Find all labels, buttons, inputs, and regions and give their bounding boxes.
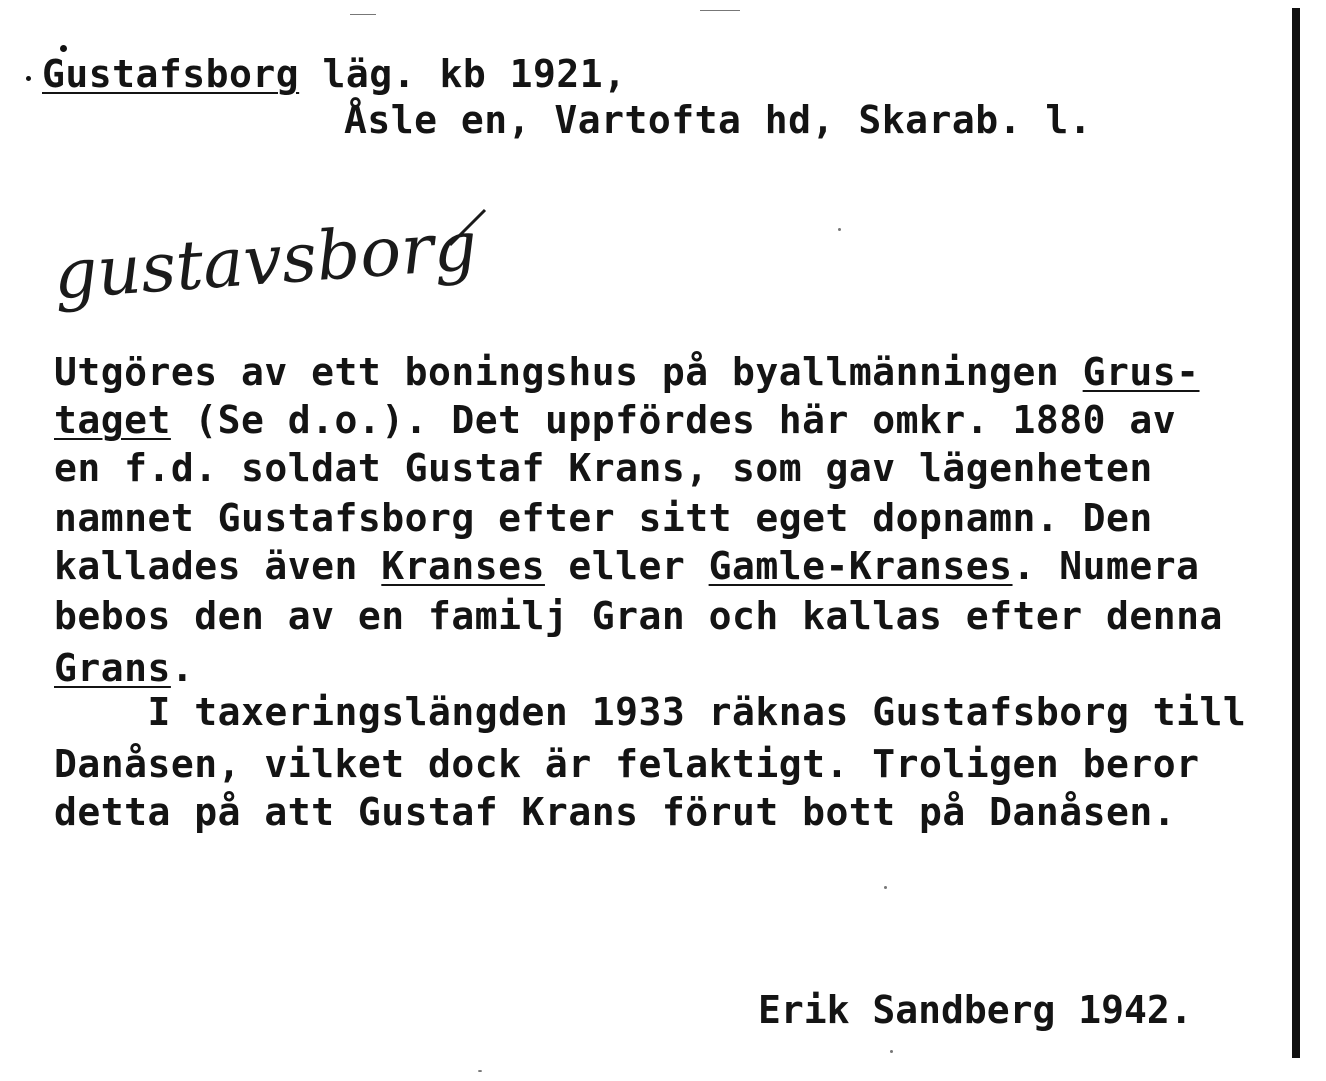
place-name: Gustafsborg (42, 52, 300, 96)
body-text: . Numera (1012, 544, 1200, 588)
body-text: eller (544, 544, 709, 588)
header-line-1 (42, 52, 626, 96)
scan-speck (838, 228, 841, 231)
body-line-9: Danåsen, vilket dock är felaktigt. Troligen beror (54, 742, 1200, 786)
body-line-10: detta på att Gustaf Krans förut bott på Danåsen. (54, 790, 1177, 834)
scan-speck (884, 886, 887, 889)
title-dot-mark (60, 45, 67, 52)
body-line-4: namnet Gustafsborg efter sitt eget dopnamn. Den (54, 496, 1153, 540)
header-line-1-rest: läg. kb 1921, (299, 52, 627, 96)
handwritten-note-text: gustavsborg (51, 206, 480, 316)
body-line-7 (54, 646, 194, 690)
body-text: . (170, 646, 195, 690)
bullet-mark (26, 76, 31, 81)
body-line-8: I taxeringslängden 1933 räknas Gustafsborg till (54, 690, 1247, 734)
place-ref-kranses: Kranses (381, 544, 545, 588)
body-text: kallades även (54, 544, 382, 588)
signature: Erik Sandberg 1942. (758, 988, 1193, 1032)
place-ref-grustaget: Grus- (1082, 350, 1200, 394)
body-line-5 (54, 544, 1200, 588)
scan-speck (890, 1050, 893, 1053)
handwritten-note (45, 205, 515, 345)
card-edge (1292, 8, 1300, 1058)
body-text: (Se d.o.). Det uppfördes här omkr. 1880 av (170, 398, 1177, 442)
body-text: Utgöres av ett boningshus på byallmänningen (54, 350, 1083, 394)
place-ref-gamle-kranses: Gamle-Kranses (708, 544, 1013, 588)
body-line-3: en f.d. soldat Gustaf Krans, som gav lägenheten (54, 446, 1153, 490)
body-line-2 (54, 398, 1176, 442)
place-ref-taget: taget (54, 398, 171, 442)
scan-speck (350, 14, 376, 15)
scan-speck (700, 10, 740, 11)
header-line-2: Åsle en, Vartofta hd, Skarab. l. (344, 98, 1093, 142)
body-line-1 (54, 350, 1200, 394)
scan-speck (478, 1070, 482, 1072)
body-line-6: bebos den av en familj Gran och kallas efter denna (54, 594, 1223, 638)
place-ref-grans: Grans (54, 646, 171, 690)
